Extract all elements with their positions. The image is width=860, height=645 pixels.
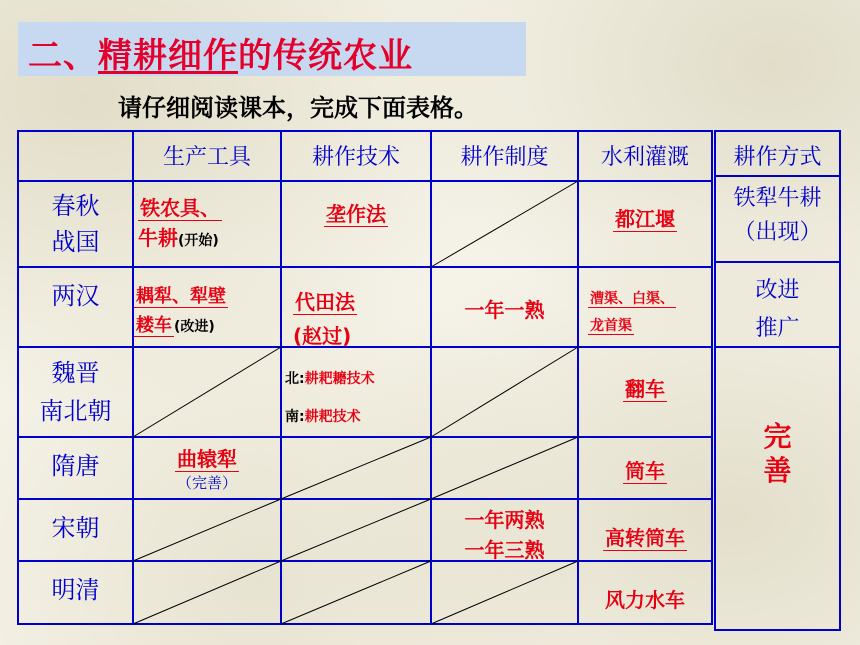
header-irrigation: 水利灌溉 [600,145,689,170]
row-label-chunqiu: 春秋 战国 [51,192,100,256]
header-system: 耕作制度 [460,145,549,170]
row-label-weijin: 魏晋 南北朝 [39,359,112,425]
header-mode: 耕作方式 [733,145,822,170]
r0-mode: 铁犁牛耕 （出现） [733,186,822,245]
title-prefix: 二、 [28,36,98,76]
r4-irrigation: 高转筒车 [605,526,685,550]
row-label-mingqing: 明清 [51,576,100,604]
header-technique: 耕作技术 [311,145,400,170]
r1-mode: 改进 推广 [755,278,800,341]
mode-perfected: 完 善 [763,420,792,487]
r3-tools: 曲辕犁 （完善） [176,447,237,492]
r1-irrigation: 漕渠、白渠、 龙首渠 [590,291,674,334]
r0-technique: 垄作法 [326,202,386,226]
title-suffix: 的传统农业 [238,36,413,76]
r1-system: 一年一熟 [464,298,545,322]
title-underlined: 精耕细作 [98,36,238,76]
r1-technique: 代田法 (赵过) [293,290,355,348]
r0-tools: 铁农具、 牛耕(开始) [138,196,220,250]
row-label-lianghan: 两汉 [51,282,100,310]
header-tools: 生产工具 [162,145,251,170]
r3-irrigation: 筒车 [625,459,665,483]
r1-tools: 耦犁、犁壁 耧车 (改进) [136,286,226,336]
instruction-text: 请仔细阅读课本，完成下面表格。 [118,94,478,122]
r5-irrigation: 风力水车 [605,588,685,612]
r4-system: 一年两熟 一年三熟 [464,508,545,562]
row-label-suitang: 隋唐 [51,452,100,480]
r0-irrigation: 都江堰 [615,207,675,231]
r2-technique: 北:耕耙耱技术 南:耕耙技术 [285,371,375,425]
row-label-song: 宋朝 [51,514,100,542]
r2-irrigation: 翻车 [625,377,665,401]
